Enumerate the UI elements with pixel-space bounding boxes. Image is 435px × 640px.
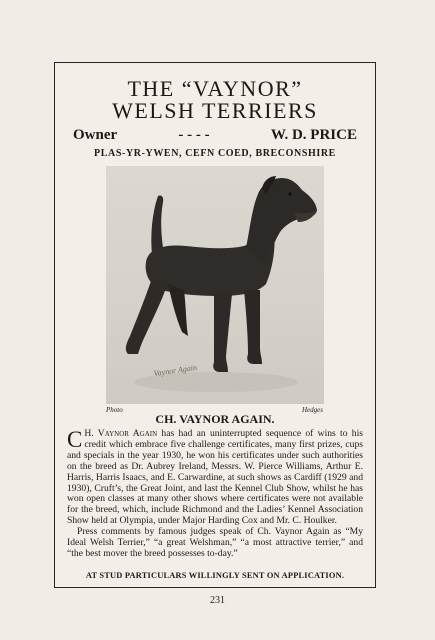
photo-credit-label: Photo	[106, 406, 123, 414]
drop-cap: C	[67, 427, 83, 452]
photographer-credit: Hedges	[302, 406, 323, 414]
stud-notice: AT STUD PARTICULARS WILLINGLY SENT ON APPLICATION.	[85, 571, 345, 580]
owner-address: PLAS-YR-YWEN, CEFN COED, BRECONSHIRE	[94, 148, 336, 159]
article-paragraph-1	[67, 429, 363, 527]
paragraph-1-text: has had an uninterrupted sequence of wins to his credit which embrace five challenge certificates, many first prizes, cups and specials in the year 1930, he won his certificates under such authorities on the breed as Dr. Aubrey Ireland, Messrs. W. Pierce Williams, Arthur E. Harris, Harris Isaacs, and E. Carwardine, at such shows as Cardiff (1929 and 1930), Cruft’s, the Great Joint, and last the Kennel Club Show, whilst he has won open classes at many other shows where certificates were not available for the breed, which, include Richmond and the Ladies’ Kennel Association Show held at Olympia, under Major Harding Cox and Mr. C. Houlker.	[67, 428, 363, 527]
title-line-1: THE “VAYNOR”	[127, 76, 303, 101]
dog-tail	[151, 195, 164, 254]
owner-line	[73, 127, 357, 144]
dog-eye	[288, 192, 291, 195]
dog-head-neck	[246, 178, 317, 266]
owner-label: Owner	[73, 127, 118, 143]
article-paragraph-2: Press comments by famous judges speak of Ch. Vaynor Again as “My Ideal Welsh Terrier,” “a great Welshman,” “a most attractive terrier,” and “the best mover the breed possesses to-day.”	[67, 526, 363, 559]
dog-front-leg-right	[244, 290, 262, 364]
advert-frame	[54, 62, 376, 588]
photo-caption: CH. VAYNOR AGAIN.	[155, 412, 275, 426]
owner-name: W. D. PRICE	[270, 127, 357, 143]
dog-photo	[106, 166, 324, 404]
article-body	[67, 429, 363, 560]
dog-name-smallcaps: H. Vaynor Again	[84, 428, 158, 439]
terrier-photo-illustration	[106, 166, 324, 404]
owner-dashes: - - - -	[178, 127, 210, 143]
dog-front-leg-left	[213, 292, 232, 372]
dog-rear-leg-left	[126, 278, 166, 354]
photo-signature: Vaynor Again	[153, 362, 198, 378]
title-line-2: WELSH TERRIERS	[112, 98, 318, 123]
page-number: 231	[210, 595, 225, 606]
